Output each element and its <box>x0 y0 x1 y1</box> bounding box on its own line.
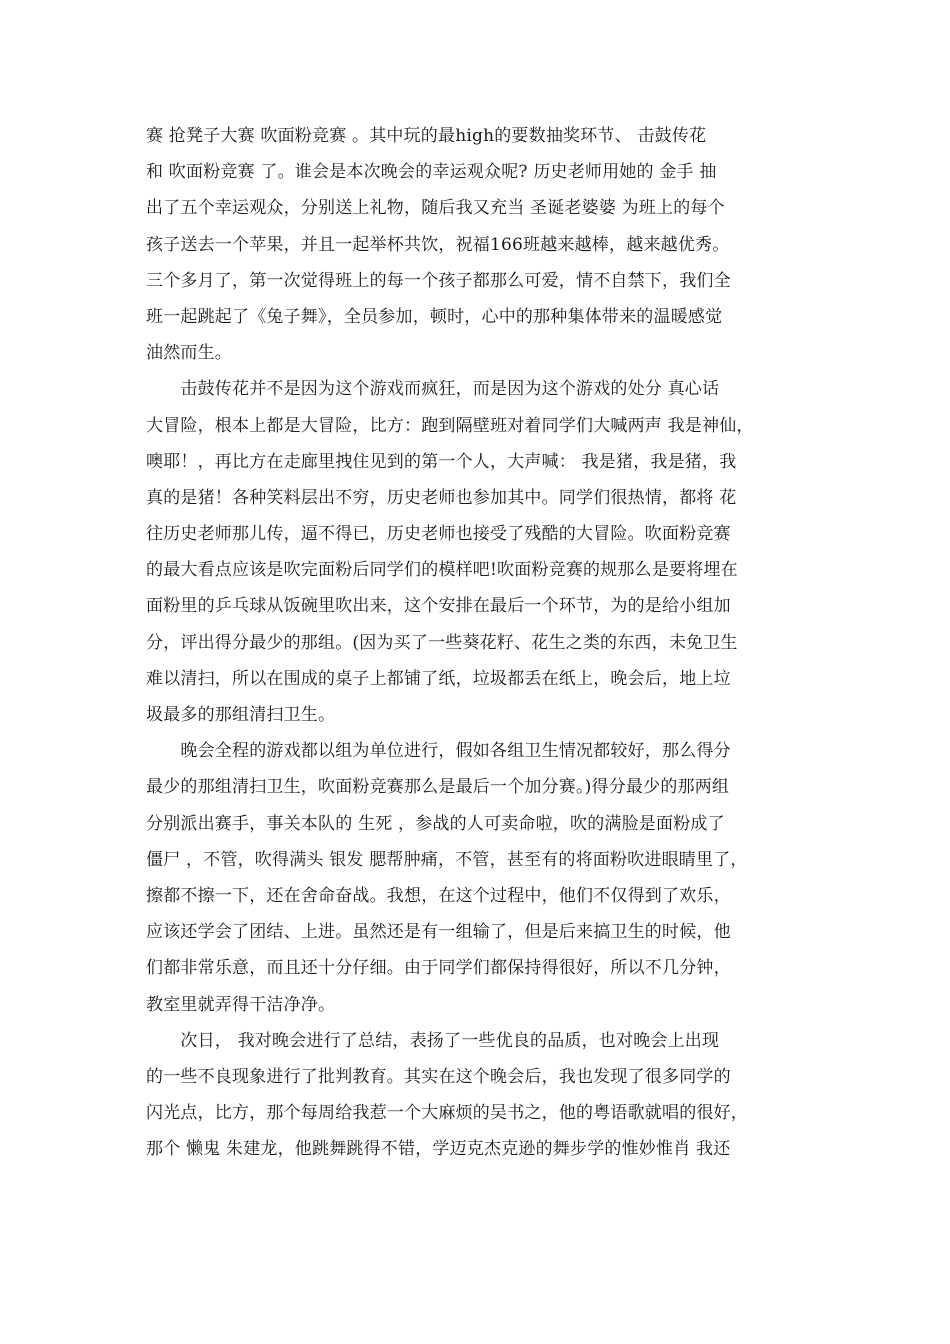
text-line: 次日， 我对晚会进行了总结，表扬了一些优良的品质，也对晚会上出现 <box>146 1030 720 1051</box>
text-line: 三个多月了，第一次觉得班上的每一个孩子都那么可爱，情不自禁下，我们全 <box>146 270 731 291</box>
text-line: 班一起跳起了《兔子舞》，全员参加，顿时，心中的那种集体带来的温暖感觉 <box>146 306 723 327</box>
text-line: 那个 懒鬼 朱建龙，他跳舞跳得不错，学迈克杰克逊的舞步学的惟妙惟肖 我还 <box>146 1139 731 1160</box>
text-line: 的最大看点应该是吹完面粉后同学们的模样吧!吹面粉竞赛的规那么是要将埋在 <box>146 560 738 581</box>
body-text <box>146 118 826 1167</box>
text-line: 的一些不良现象进行了批判教育。其实在这个晚会后，我也发现了很多同学的 <box>146 1066 731 1087</box>
text-line: 应该还学会了团结、上进。虽然还是有一组输了，但是后来搞卫生的时候，他 <box>146 922 731 943</box>
text-line: 出了五个幸运观众，分别送上礼物，随后我又充当 圣诞老婆婆 为班上的每个 <box>146 198 725 219</box>
text-line: 们都非常乐意，而且还十分仔细。由于同学们都保持得很好，所以不几分钟， <box>146 958 731 979</box>
text-line: 和 吹面粉竞赛 了。谁会是本次晚会的幸运观众呢? 历史老师用她的 金手 抽 <box>146 162 717 183</box>
text-line: 噢耶！，再比方在走廊里拽住见到的第一个人，大声喊： 我是猪，我是猪，我 <box>146 451 737 472</box>
text-line: 大冒险，根本上都是大冒险，比方：跑到隔壁班对着同学们大喊两声 我是神仙， <box>146 415 754 436</box>
text-line: 难以清扫，所以在围成的桌子上都铺了纸，垃圾都丢在纸上，晚会后，地上垃 <box>146 668 731 689</box>
text-line: 击鼓传花并不是因为这个游戏而疯狂，而是因为这个游戏的处分 真心话 <box>146 379 720 400</box>
text-line: 真的是猪！各种笑料层出不穷，历史老师也参加其中。同学们很热情，都将 花 <box>146 487 737 508</box>
text-line: 最少的那组清扫卫生，吹面粉竞赛那么是最后一个加分赛。)得分最少的那两组 <box>146 777 730 798</box>
text-line: 分，评出得分最少的那组。(因为买了一些葵花籽、花生之类的东西，未免卫生 <box>146 632 738 653</box>
text-line: 赛 抢凳子大赛 吹面粉竞赛 。其中玩的最high的要数抽奖环节、 击鼓传花 <box>146 126 707 146</box>
text-line: 圾最多的那组清扫卫生。 <box>146 705 336 725</box>
text-line: 僵尸 ，不管，吹得满头 银发 腮帮肿痛，不管，甚至有的将面粉吹进眼睛里了， <box>146 849 748 870</box>
text-line: 孩子送去一个苹果，并且一起举杯共饮，祝福166班越来越棒，越来越优秀。 <box>146 234 730 255</box>
text-line: 分别派出赛手，事关本队的 生死 ，参战的人可卖命啦，吹的满脸是面粉成了 <box>146 813 725 834</box>
text-line: 教室里就弄得干洁净净。 <box>146 994 336 1015</box>
text-line: 往历史老师那儿传，逼不得已，历史老师也接受了残酷的大冒险。吹面粉竞赛 <box>146 524 731 545</box>
text-line: 闪光点，比方，那个每周给我惹一个大麻烦的吴书之，他的粤语歌就唱的很好， <box>146 1103 748 1124</box>
text-line: 擦都不擦一下，还在舍命奋战。我想，在这个过程中，他们不仅得到了欢乐， <box>146 885 731 906</box>
text-line: 晚会全程的游戏都以组为单位进行，假如各组卫生情况都较好，那么得分 <box>146 741 731 762</box>
text-line: 面粉里的乒乓球从饭碗里吹出来，这个安排在最后一个环节，为的是给小组加 <box>146 596 731 617</box>
text-line: 油然而生。 <box>146 343 232 364</box>
